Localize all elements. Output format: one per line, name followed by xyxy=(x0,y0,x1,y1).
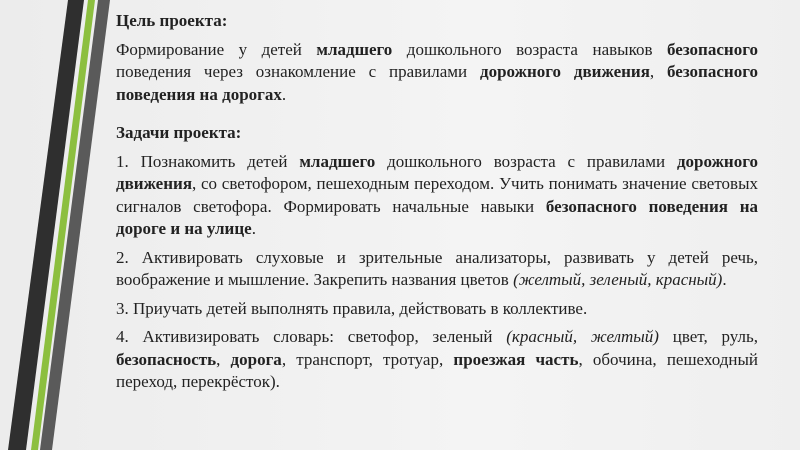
slide-content xyxy=(116,10,758,400)
text-run: безопасного поведения на дорогах xyxy=(116,62,758,104)
text-run: поведения через ознакомление с правилами xyxy=(116,62,480,81)
text-run: 2. Активировать слуховые и зрительные анализаторы, развивать у детей речь, воображение и мышление. Закрепить названия цветов xyxy=(116,247,758,289)
text-run: дошкольного возраста с правилами xyxy=(375,151,677,171)
task-item-2 xyxy=(116,247,758,292)
text-run: дошкольного возраста навыков xyxy=(392,39,667,59)
text-run: 3. Приучать детей выполнять правила, действовать в коллективе. xyxy=(116,298,588,318)
text-run: (красный, желтый) xyxy=(506,327,659,346)
text-run: (желтый, зеленый, красный) xyxy=(513,270,723,289)
text-run: . xyxy=(251,219,256,238)
text-run: цвет, руль, xyxy=(658,327,758,346)
text-run: Формирование у детей xyxy=(116,39,317,59)
text-run: младшего xyxy=(299,151,376,171)
task-item-1 xyxy=(116,151,758,241)
task-item-4 xyxy=(116,326,758,394)
decorative-stripes xyxy=(0,0,120,450)
text-run: безопасность xyxy=(116,349,217,369)
goal-heading: Цель проекта: xyxy=(116,11,228,30)
text-run: дорога xyxy=(230,349,282,369)
text-run: младшего xyxy=(316,39,393,59)
text-run: проезжая часть xyxy=(453,349,579,369)
text-run: 1. Познакомить детей xyxy=(116,151,300,171)
text-run: , xyxy=(216,349,231,369)
text-run: дорожного движения xyxy=(116,151,758,193)
text-run: . xyxy=(281,84,287,104)
text-run: , xyxy=(649,62,667,81)
text-run: безопасного поведения на дороге и на улице xyxy=(116,196,758,238)
task-item-3 xyxy=(116,298,758,321)
goal-paragraph xyxy=(116,39,758,107)
text-run: безопасного xyxy=(667,39,758,59)
text-run: 4. Активизировать словарь: светофор, зеленый xyxy=(116,327,507,346)
text-run: , обочина, пешеходный переход, перекрёсток). xyxy=(116,349,759,391)
tasks-heading: Задачи проекта: xyxy=(116,123,242,142)
text-run: дорожного движения xyxy=(480,62,650,81)
text-run: , со светофором, пешеходным переходом. Учить понимать значение световых сигналов светофора. Формировать начальные навыки xyxy=(116,174,758,216)
text-run: , транспорт, тротуар, xyxy=(281,349,454,369)
text-run: . xyxy=(722,270,727,289)
